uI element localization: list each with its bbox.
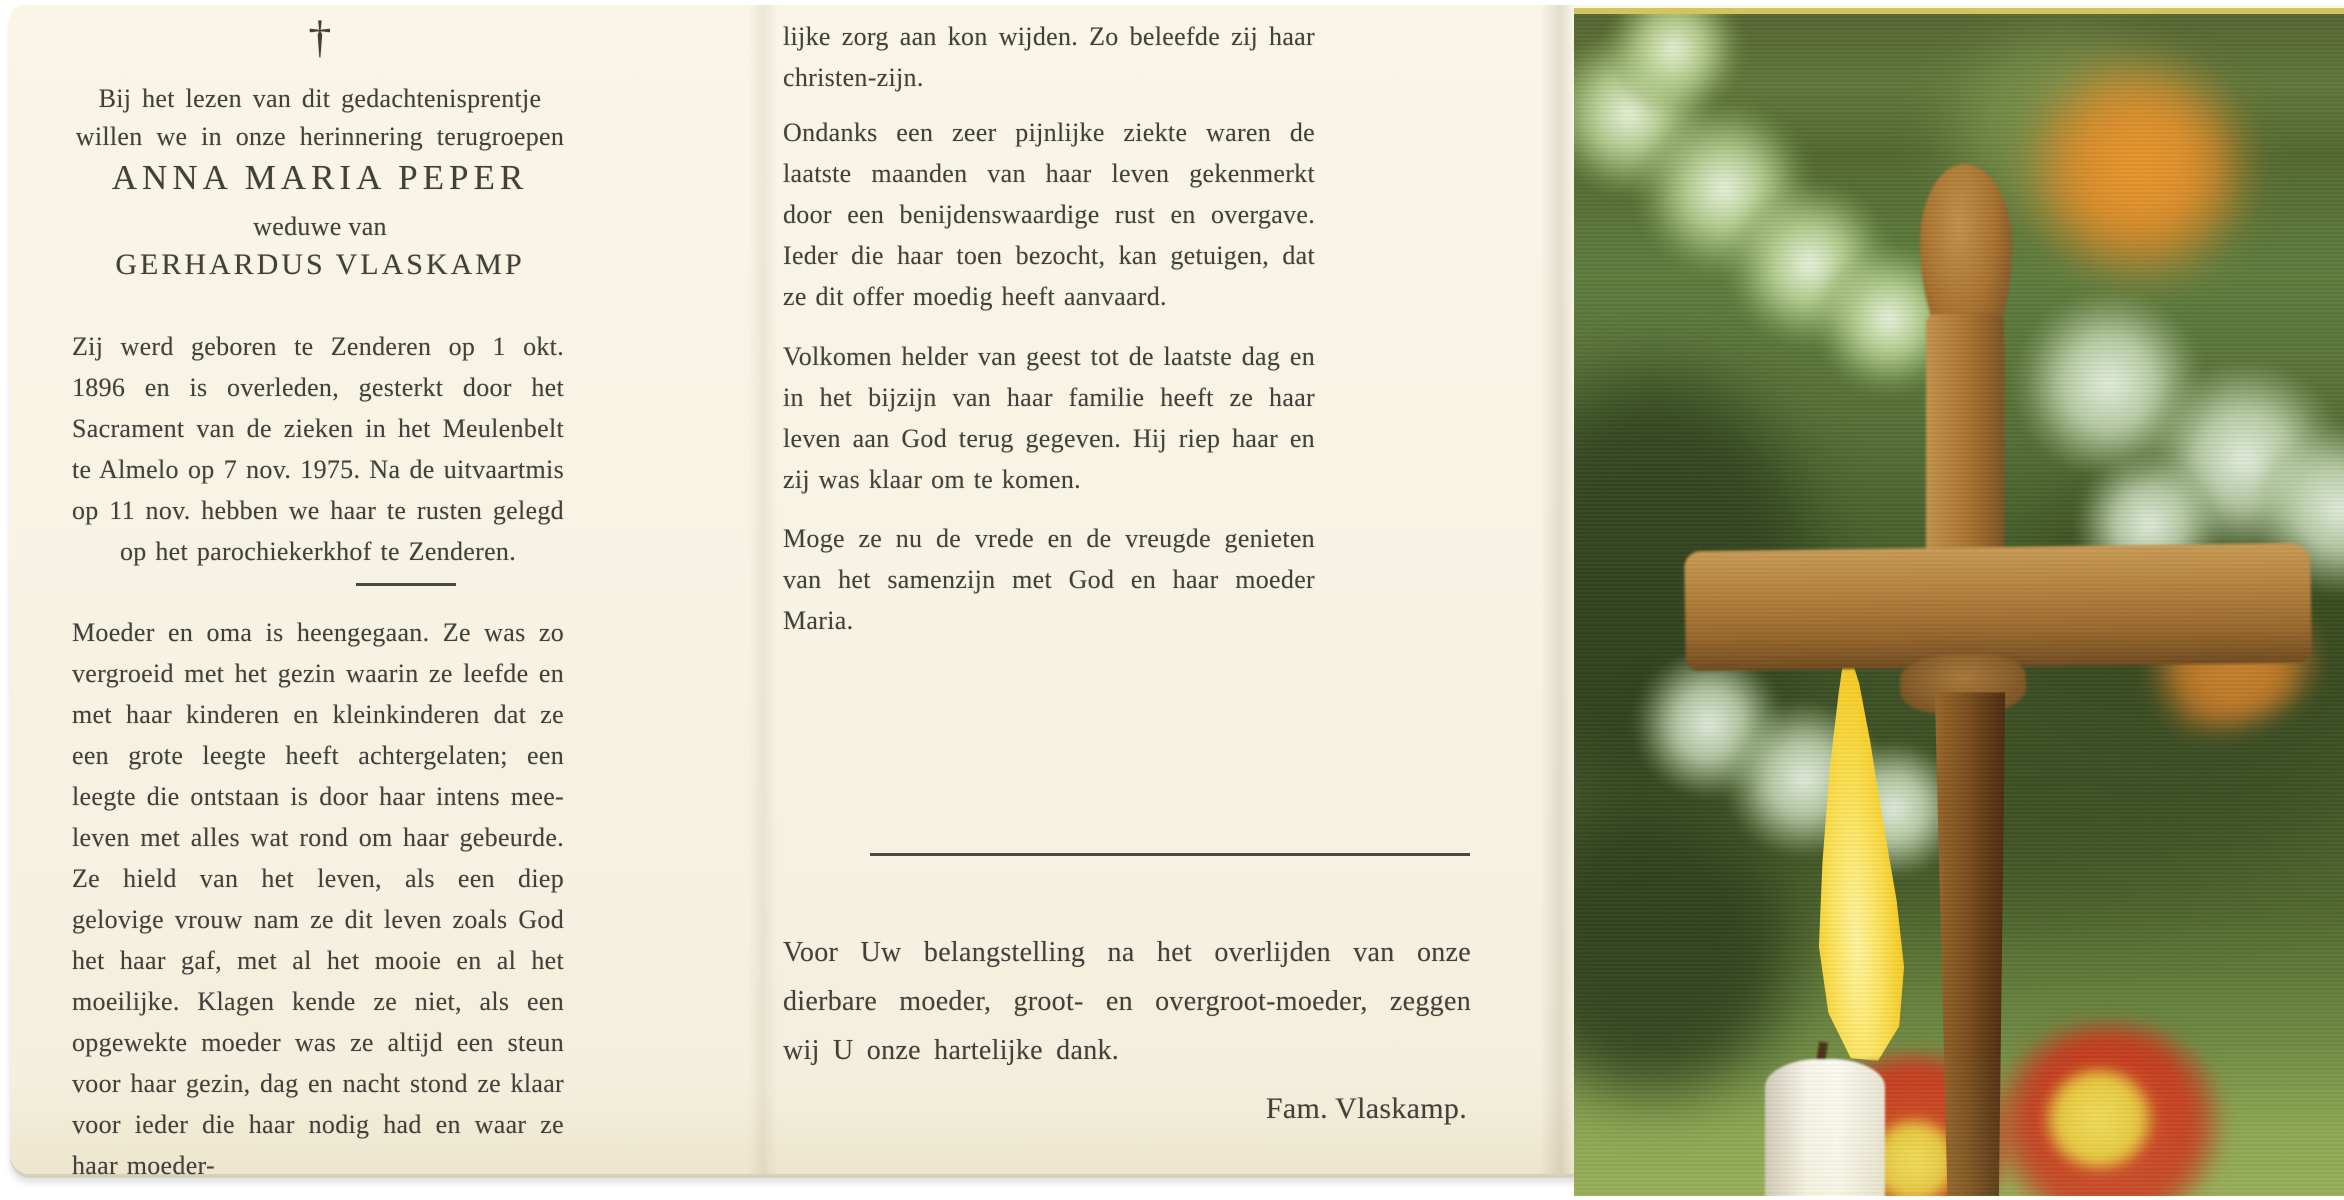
flower-yellow-center xyxy=(2044,1069,2154,1169)
memorial-paragraph: Moeder en oma is heengegaan. Ze was zo vergroeid met het gezin waarin ze leefde en met haar kinderen en kleinkinderen dat ze een grote leegte heeft achtergelaten; een leegte die ontstaan is door haar intens mee-leven met alles wat rond om haar gebeurde. Ze hield van het leven, als een diep gelovige vrouw nam ze dit leven zoals God het haar gaf, met al het mooie en al het moeilijke. Klagen kende ze niet, als een opgewekte moeder was ze altijd een steun voor haar gezin, dag en nacht stond ze klaar voor ieder die haar nodig had en waar ze haar moeder- xyxy=(72,618,564,1180)
cross-horizontal-bar xyxy=(1684,543,2312,672)
peace-paragraph: Moge ze nu de vrede en de vreugde genieten van het samenzijn met God en haar moeder Maria. xyxy=(783,524,1315,635)
intro-line-1: Bij het lezen van dit gedachtenisprentje xyxy=(98,84,542,113)
family-signature: Fam. Vlaskamp. xyxy=(1265,1092,1467,1125)
cross-upper-shaft xyxy=(1926,314,2004,569)
white-candle xyxy=(1765,1059,1885,1196)
continuation-paragraph: lijke zorg aan kon wijden. Zo beleefde zij haar christen-zijn. xyxy=(783,22,1315,92)
illness-paragraph: Ondanks een zeer pijnlijke ziekte waren de laatste maanden van haar leven gekenmerkt door een benijdenswaardige rust en overgave. Ieder die haar toen bezocht, kan getuigen, dat ze dit offer moedig heeft aanvaard. xyxy=(783,118,1315,311)
memorial-photo xyxy=(1574,8,2344,1196)
divider-rule-left xyxy=(356,583,456,586)
birth-death-paragraph: Zij werd geboren te Zenderen op 1 okt. 1896 en is overleden, gesterkt door het Sacrament van de zieken in het Meulenbelt te Almelo op 7 nov. 1975. Na de uitvaartmis op 11 nov. hebben we haar te rusten gelegd op het parochiekerkhof te Zenderen. xyxy=(72,332,564,566)
thanks-paragraph: Voor Uw belangstelling na het overlijden van onze dierbare moeder, groot- en overgroot-moeder, zeggen wij U onze hartelijke dank. xyxy=(783,937,1471,1066)
husband-name: GERHARDUS VLASKAMP xyxy=(115,248,525,281)
faith-paragraph: Volkomen helder van geest tot de laatste dag en in het bijzijn van haar familie heeft ze haar leven aan God terug gegeven. Hij riep haar en zij was klaar om te komen. xyxy=(783,342,1315,494)
deceased-name: ANNA MARIA PEPER xyxy=(111,158,529,197)
widow-of-label: weduwe van xyxy=(253,212,387,241)
intro-line-2: willen we in onze herinnering terugroepen xyxy=(75,122,565,151)
blurred-orange-foliage xyxy=(2024,54,2254,284)
cross-icon: † xyxy=(308,11,332,62)
divider-rule-middle xyxy=(870,853,1470,856)
